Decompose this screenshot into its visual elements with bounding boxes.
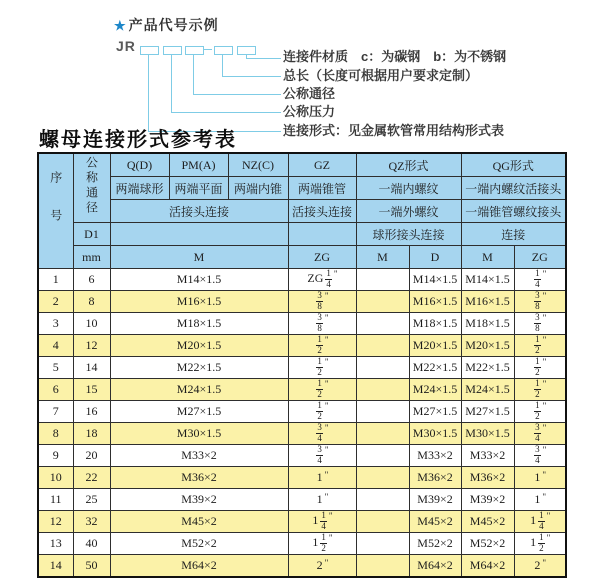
- cell-no: 4: [38, 335, 73, 357]
- cell-m: M36×2: [110, 467, 288, 489]
- cell-dn: 50: [73, 555, 110, 578]
- cell-qg-zg: 2 ": [514, 555, 566, 578]
- cell-dn: 6: [73, 269, 110, 291]
- cell-no: 10: [38, 467, 73, 489]
- cell-qg-m: M20×1.5: [461, 335, 514, 357]
- cell-no: 8: [38, 423, 73, 445]
- header-col-gz: GZ: [288, 153, 356, 177]
- header-q-desc: 两端球形: [110, 177, 169, 200]
- table-row: [38, 357, 566, 379]
- cell-qz-d: M20×1.5: [409, 335, 461, 357]
- cell-qg-m: M33×2: [461, 445, 514, 467]
- cell-dn: 20: [73, 445, 110, 467]
- cell-qz-m: [356, 401, 409, 423]
- table-row: [38, 467, 566, 489]
- star-icon: ★: [114, 18, 127, 33]
- cell-no: 2: [38, 291, 73, 313]
- cell-no: 7: [38, 401, 73, 423]
- cell-qz-m: [356, 379, 409, 401]
- header-qg-zg: ZG: [514, 246, 566, 269]
- header-gz-desc: 两端锥管: [288, 177, 356, 200]
- header-d1: D1: [73, 223, 110, 246]
- cell-m: M16×1.5: [110, 291, 288, 313]
- cell-qz-d: M36×2: [409, 467, 461, 489]
- header-gz-conn: 活接头连接: [288, 200, 356, 223]
- cell-dn: 8: [73, 291, 110, 313]
- header-mm: mm: [73, 246, 110, 269]
- cell-m: M20×1.5: [110, 335, 288, 357]
- cell-m: M18×1.5: [110, 313, 288, 335]
- cell-gz: $\frac{3}{8}$ ": [288, 313, 356, 335]
- cell-dn: 25: [73, 489, 110, 511]
- header-qz-m: M: [356, 246, 409, 269]
- header-col-q: Q(D): [110, 153, 169, 177]
- cell-gz: $\frac{1}{2}$ ": [288, 335, 356, 357]
- header-blank-union: [110, 223, 288, 246]
- cell-gz: 2 ": [288, 555, 356, 578]
- cell-qz-m: [356, 269, 409, 291]
- cell-no: 9: [38, 445, 73, 467]
- header-zg: ZG: [288, 246, 356, 269]
- header-col-nz: NZ(C): [228, 153, 288, 177]
- header-qg-conn: 连接: [461, 223, 566, 246]
- cell-qz-d: M27×1.5: [409, 401, 461, 423]
- cell-qg-m: M18×1.5: [461, 313, 514, 335]
- table-row: [38, 335, 566, 357]
- cell-qg-m: M36×2: [461, 467, 514, 489]
- header-pm-desc: 两端平面: [169, 177, 228, 200]
- table-body: [38, 269, 566, 578]
- cell-m: M22×1.5: [110, 357, 288, 379]
- cell-qz-d: M18×1.5: [409, 313, 461, 335]
- cell-gz: 1 $\frac{1}{2}$ ": [288, 533, 356, 555]
- cell-dn: 12: [73, 335, 110, 357]
- header-qz-desc2: 一端外螺纹: [356, 200, 461, 223]
- cell-gz: $\frac{1}{2}$ ": [288, 401, 356, 423]
- cell-m: M39×2: [110, 489, 288, 511]
- table-row: [38, 269, 566, 291]
- header-qg-desc2: 一端锥管螺纹接头: [461, 200, 566, 223]
- cell-qz-d: M45×2: [409, 511, 461, 533]
- cell-qz-d: M14×1.5: [409, 269, 461, 291]
- header-col-qg: QG形式: [461, 153, 566, 177]
- cell-no: 14: [38, 555, 73, 578]
- cell-qg-zg: $\frac{1}{2}$ ": [514, 335, 566, 357]
- cell-dn: 40: [73, 533, 110, 555]
- cell-qz-m: [356, 555, 409, 578]
- cell-qg-zg: 1 ": [514, 489, 566, 511]
- cell-no: 13: [38, 533, 73, 555]
- cell-qz-m: [356, 489, 409, 511]
- cell-m: M27×1.5: [110, 401, 288, 423]
- header-qg-desc1: 一端内螺纹活接头: [461, 177, 566, 200]
- header-blank-gz: [288, 223, 356, 246]
- cell-m: M33×2: [110, 445, 288, 467]
- cell-dn: 14: [73, 357, 110, 379]
- cell-qg-zg: $\frac{3}{8}$ ": [514, 313, 566, 335]
- cell-qg-zg: $\frac{1}{2}$ ": [514, 357, 566, 379]
- table-row: [38, 445, 566, 467]
- cell-gz: 1 ": [288, 489, 356, 511]
- header-m: M: [110, 246, 288, 269]
- cell-qg-m: M39×2: [461, 489, 514, 511]
- leader-line: [148, 54, 281, 132]
- table-row: [38, 489, 566, 511]
- table-title: 螺母连接形式参考表: [39, 127, 237, 151]
- cell-qz-d: M30×1.5: [409, 423, 461, 445]
- cell-qz-m: [356, 423, 409, 445]
- cell-no: 6: [38, 379, 73, 401]
- cell-gz: $\frac{1}{2}$ ": [288, 357, 356, 379]
- cell-qg-zg: $\frac{1}{2}$ ": [514, 379, 566, 401]
- cell-gz: $\frac{3}{4}$ ": [288, 445, 356, 467]
- cell-gz: $\frac{3}{4}$ ": [288, 423, 356, 445]
- cell-qg-m: M14×1.5: [461, 269, 514, 291]
- cell-qz-d: M33×2: [409, 445, 461, 467]
- header-col-qz: QZ形式: [356, 153, 461, 177]
- cell-gz: 1 $\frac{1}{4}$ ": [288, 511, 356, 533]
- cell-qz-m: [356, 511, 409, 533]
- table-row: [38, 401, 566, 423]
- table-row: [38, 555, 566, 578]
- header-col-pm: PM(A): [169, 153, 228, 177]
- cell-m: M30×1.5: [110, 423, 288, 445]
- cell-qz-d: M22×1.5: [409, 357, 461, 379]
- cell-qz-m: [356, 533, 409, 555]
- cell-m: M14×1.5: [110, 269, 288, 291]
- table-row: [38, 291, 566, 313]
- cell-qz-d: M39×2: [409, 489, 461, 511]
- cell-qg-zg: 1 $\frac{1}{2}$ ": [514, 533, 566, 555]
- diagram-label-connection: 连接形式：见金属软管常用结构形式表: [283, 123, 505, 138]
- cell-qg-m: M16×1.5: [461, 291, 514, 313]
- cell-qg-zg: $\frac{1}{4}$ ": [514, 269, 566, 291]
- cell-qg-zg: $\frac{1}{2}$ ": [514, 401, 566, 423]
- code-dash: [204, 49, 212, 50]
- diagram-label-pressure: 公称压力: [283, 104, 336, 119]
- cell-qz-m: [356, 467, 409, 489]
- cell-dn: 16: [73, 401, 110, 423]
- cell-qg-zg: $\frac{3}{8}$ ": [514, 291, 566, 313]
- cell-dn: 32: [73, 511, 110, 533]
- cell-no: 11: [38, 489, 73, 511]
- header-seq: [38, 153, 73, 269]
- header-union-conn: 活接头连接: [110, 200, 288, 223]
- header-qz-desc1: 一端内螺纹: [356, 177, 461, 200]
- diagram-title-text: 产品代号示例: [128, 17, 219, 33]
- diagram-label-length: 总长（长度可根据用户要求定制）: [283, 68, 479, 83]
- cell-qg-m: M64×2: [461, 555, 514, 578]
- cell-no: 1: [38, 269, 73, 291]
- diagram-label-material: 连接件材质 c：为碳钢 b：为不锈钢: [283, 49, 507, 64]
- cell-m: M45×2: [110, 511, 288, 533]
- table-row: [38, 313, 566, 335]
- cell-qg-zg: $\frac{3}{4}$ ": [514, 423, 566, 445]
- cell-gz: $\frac{3}{8}$ ": [288, 291, 356, 313]
- cell-qg-zg: 1 $\frac{1}{4}$ ": [514, 511, 566, 533]
- cell-dn: 10: [73, 313, 110, 335]
- cell-m: M52×2: [110, 533, 288, 555]
- cell-qg-m: M45×2: [461, 511, 514, 533]
- table-row: [38, 379, 566, 401]
- diagram-label-dn: 公称通径: [283, 86, 336, 101]
- cell-qz-m: [356, 357, 409, 379]
- table-row: [38, 533, 566, 555]
- cell-no: 3: [38, 313, 73, 335]
- cell-no: 12: [38, 511, 73, 533]
- cell-gz: 1 ": [288, 467, 356, 489]
- cell-dn: 15: [73, 379, 110, 401]
- header-qz-d: D: [409, 246, 461, 269]
- cell-dn: 22: [73, 467, 110, 489]
- cell-m: M64×2: [110, 555, 288, 578]
- cell-qg-m: M52×2: [461, 533, 514, 555]
- cell-qg-m: M24×1.5: [461, 379, 514, 401]
- header-dn: [73, 153, 110, 223]
- header-qg-m: M: [461, 246, 514, 269]
- cell-qz-d: M64×2: [409, 555, 461, 578]
- cell-no: 5: [38, 357, 73, 379]
- table-row: [38, 511, 566, 533]
- cell-qz-d: M52×2: [409, 533, 461, 555]
- header-qz-conn: 球形接头连接: [356, 223, 461, 246]
- header-dn-label: 公称通径: [84, 156, 99, 216]
- cell-qz-d: M24×1.5: [409, 379, 461, 401]
- cell-qz-m: [356, 335, 409, 357]
- cell-qg-m: M22×1.5: [461, 357, 514, 379]
- cell-qg-m: M30×1.5: [461, 423, 514, 445]
- cell-m: M24×1.5: [110, 379, 288, 401]
- diagram-title: [114, 15, 219, 35]
- cell-qz-m: [356, 291, 409, 313]
- cell-qg-zg: $\frac{3}{4}$ ": [514, 445, 566, 467]
- cell-qz-m: [356, 313, 409, 335]
- nut-connection-table: [37, 152, 567, 578]
- cell-qz-m: [356, 445, 409, 467]
- cell-gz: $\frac{1}{2}$ ": [288, 379, 356, 401]
- cell-qz-d: M16×1.5: [409, 291, 461, 313]
- table-header: [38, 153, 566, 269]
- cell-qg-zg: 1 ": [514, 467, 566, 489]
- cell-gz: ZG $\frac{1}{4}$ ": [288, 269, 356, 291]
- code-prefix: JR: [116, 38, 136, 54]
- header-seq-label: 序号: [48, 171, 63, 247]
- table-row: [38, 423, 566, 445]
- cell-qg-m: M27×1.5: [461, 401, 514, 423]
- header-nz-desc: 两端内锥: [228, 177, 288, 200]
- cell-dn: 18: [73, 423, 110, 445]
